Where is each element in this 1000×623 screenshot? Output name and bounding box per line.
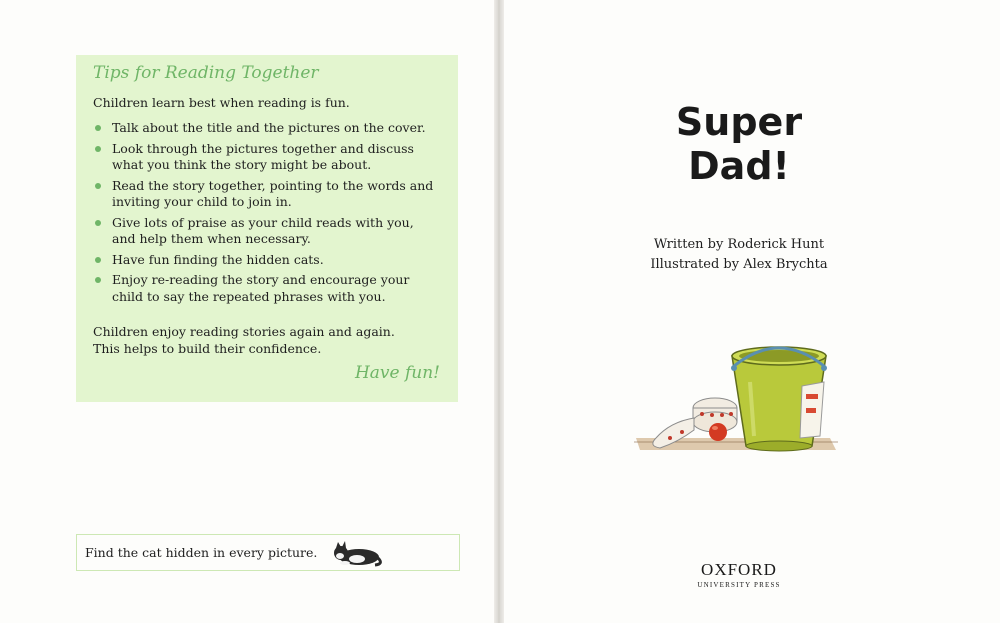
bullet-icon [95,277,101,283]
tips-list-item [93,120,440,137]
tips-intro: Children learn best when reading is fun. [93,95,350,110]
find-cat-box [76,534,460,571]
book-title [504,100,974,188]
bullet-icon [95,257,101,263]
sleeping-cat-icon [329,538,385,568]
find-cat-text: Find the cat hidden in every picture. [85,545,318,560]
tips-outro-line1: Children enjoy reading stories again and again. [93,324,395,339]
tips-list-item [93,252,440,269]
author-credit: Written by Roderick Hunt [653,237,825,252]
tip-text: Have fun finding the hidden cats. [112,251,324,267]
tip-text: Look through the pictures together and discuss what you think the story might be about. [112,140,414,172]
right-page [504,0,1000,623]
tips-box [76,55,458,402]
publisher-logo [504,560,974,589]
illustrator-credit: Illustrated by Alex Brychta [650,257,828,272]
book-title-line1: Super [675,100,803,144]
left-page [0,0,496,623]
tips-list-item [93,178,440,211]
bucket-illustration [630,342,842,472]
tips-outro [93,323,440,357]
tips-title: Tips for Reading Together [93,63,319,83]
tips-list [93,120,440,305]
tip-text: Read the story together, pointing to the words and inviting your child to join in. [112,177,434,209]
publisher-name: OXFORD [701,560,777,579]
tip-text: Enjoy re-reading the story and encourage your child to say the repeated phrases with you. [112,272,410,304]
book-gutter [494,0,504,623]
tip-text: Talk about the title and the pictures on the cover. [112,120,426,135]
book-title-line2: Dad! [688,144,790,188]
bullet-icon [95,125,101,131]
tips-list-item [93,272,440,305]
tips-signoff: Have fun! [354,363,440,383]
bullet-icon [95,146,101,152]
publisher-subtitle: UNIVERSITY PRESS [697,581,781,589]
tips-list-item [93,215,440,248]
tips-list-item [93,141,440,174]
bullet-icon [95,220,101,226]
bullet-icon [95,183,101,189]
tip-text: Give lots of praise as your child reads with you, and help them when necessary. [112,214,414,246]
tips-outro-line2: This helps to build their confidence. [93,341,322,356]
